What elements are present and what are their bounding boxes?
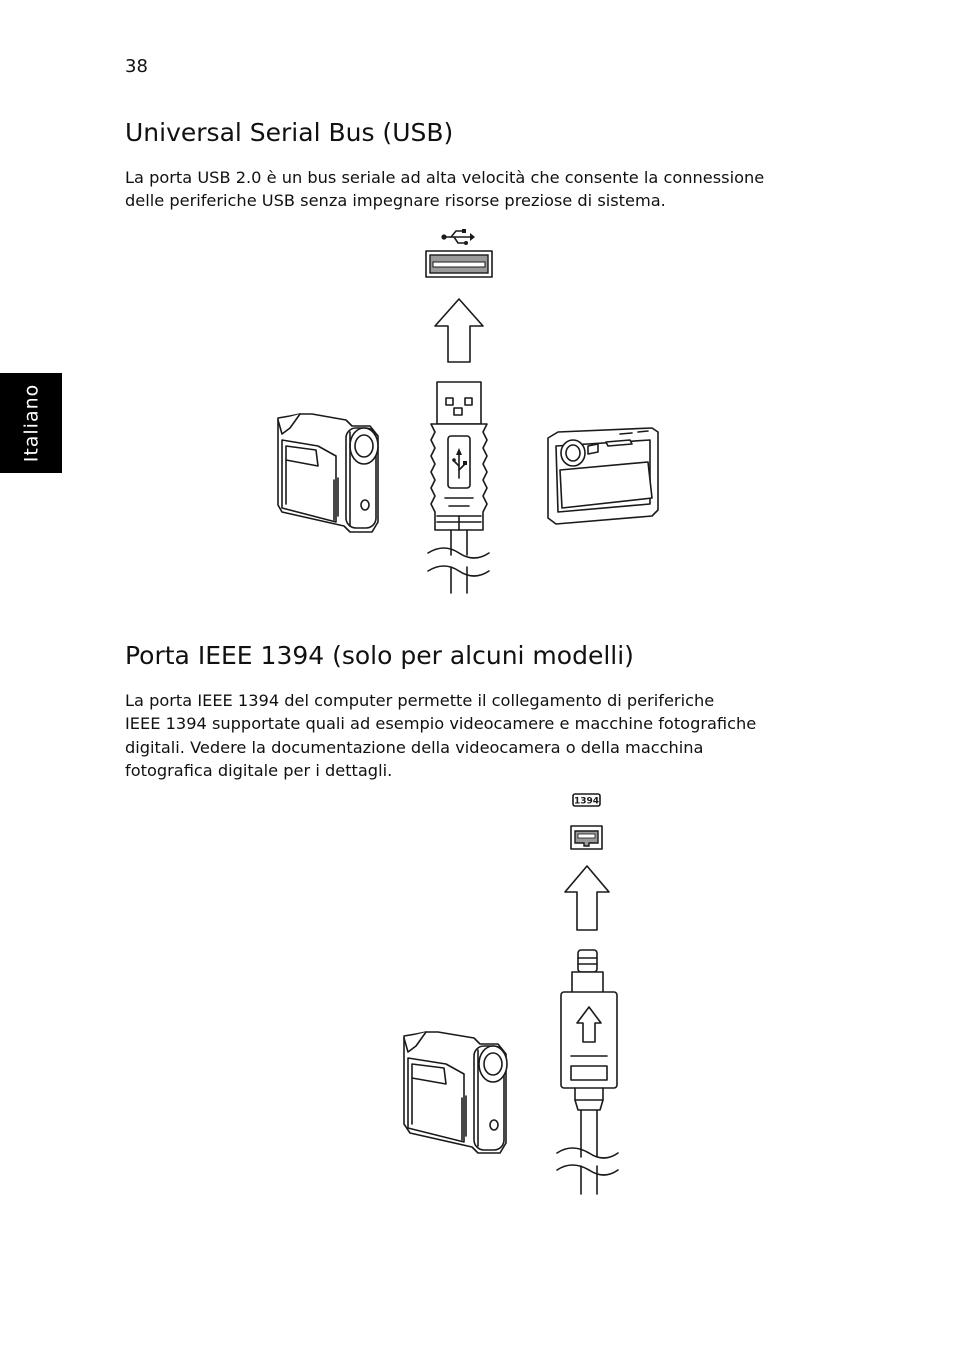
language-side-tab-label: Italiano bbox=[20, 383, 43, 463]
ieee1394-label-icon bbox=[573, 794, 600, 807]
insert-arrow bbox=[565, 866, 609, 930]
usb-section-title: Universal Serial Bus (USB) bbox=[125, 118, 454, 147]
page-number: 38 bbox=[125, 56, 148, 77]
ieee-body-line: IEEE 1394 supportate quali ad esempio videocamere e macchine fotografiche bbox=[125, 714, 757, 734]
ieee1394-port bbox=[571, 826, 602, 849]
usb-body-line: delle periferiche USB senza impegnare risorse preziose di sistema. bbox=[125, 191, 666, 211]
usb-body-line: La porta USB 2.0 è un bus seriale ad alta velocità che consente la connessione bbox=[125, 168, 765, 187]
ieee-body-line: La porta IEEE 1394 del computer permette il collegamento di periferiche bbox=[125, 691, 715, 710]
ieee-body-line: digitali. Vedere la documentazione della videocamera o della macchina bbox=[125, 737, 704, 757]
ieee1394-label-text: 1394 bbox=[573, 796, 600, 807]
camcorder-illustration bbox=[404, 1032, 507, 1153]
ieee-body-line: fotografica digitale per i dettagli. bbox=[125, 760, 393, 780]
ieee1394-plug bbox=[557, 950, 618, 1194]
ieee-section-title: Porta IEEE 1394 (solo per alcuni modelli) bbox=[125, 641, 634, 670]
